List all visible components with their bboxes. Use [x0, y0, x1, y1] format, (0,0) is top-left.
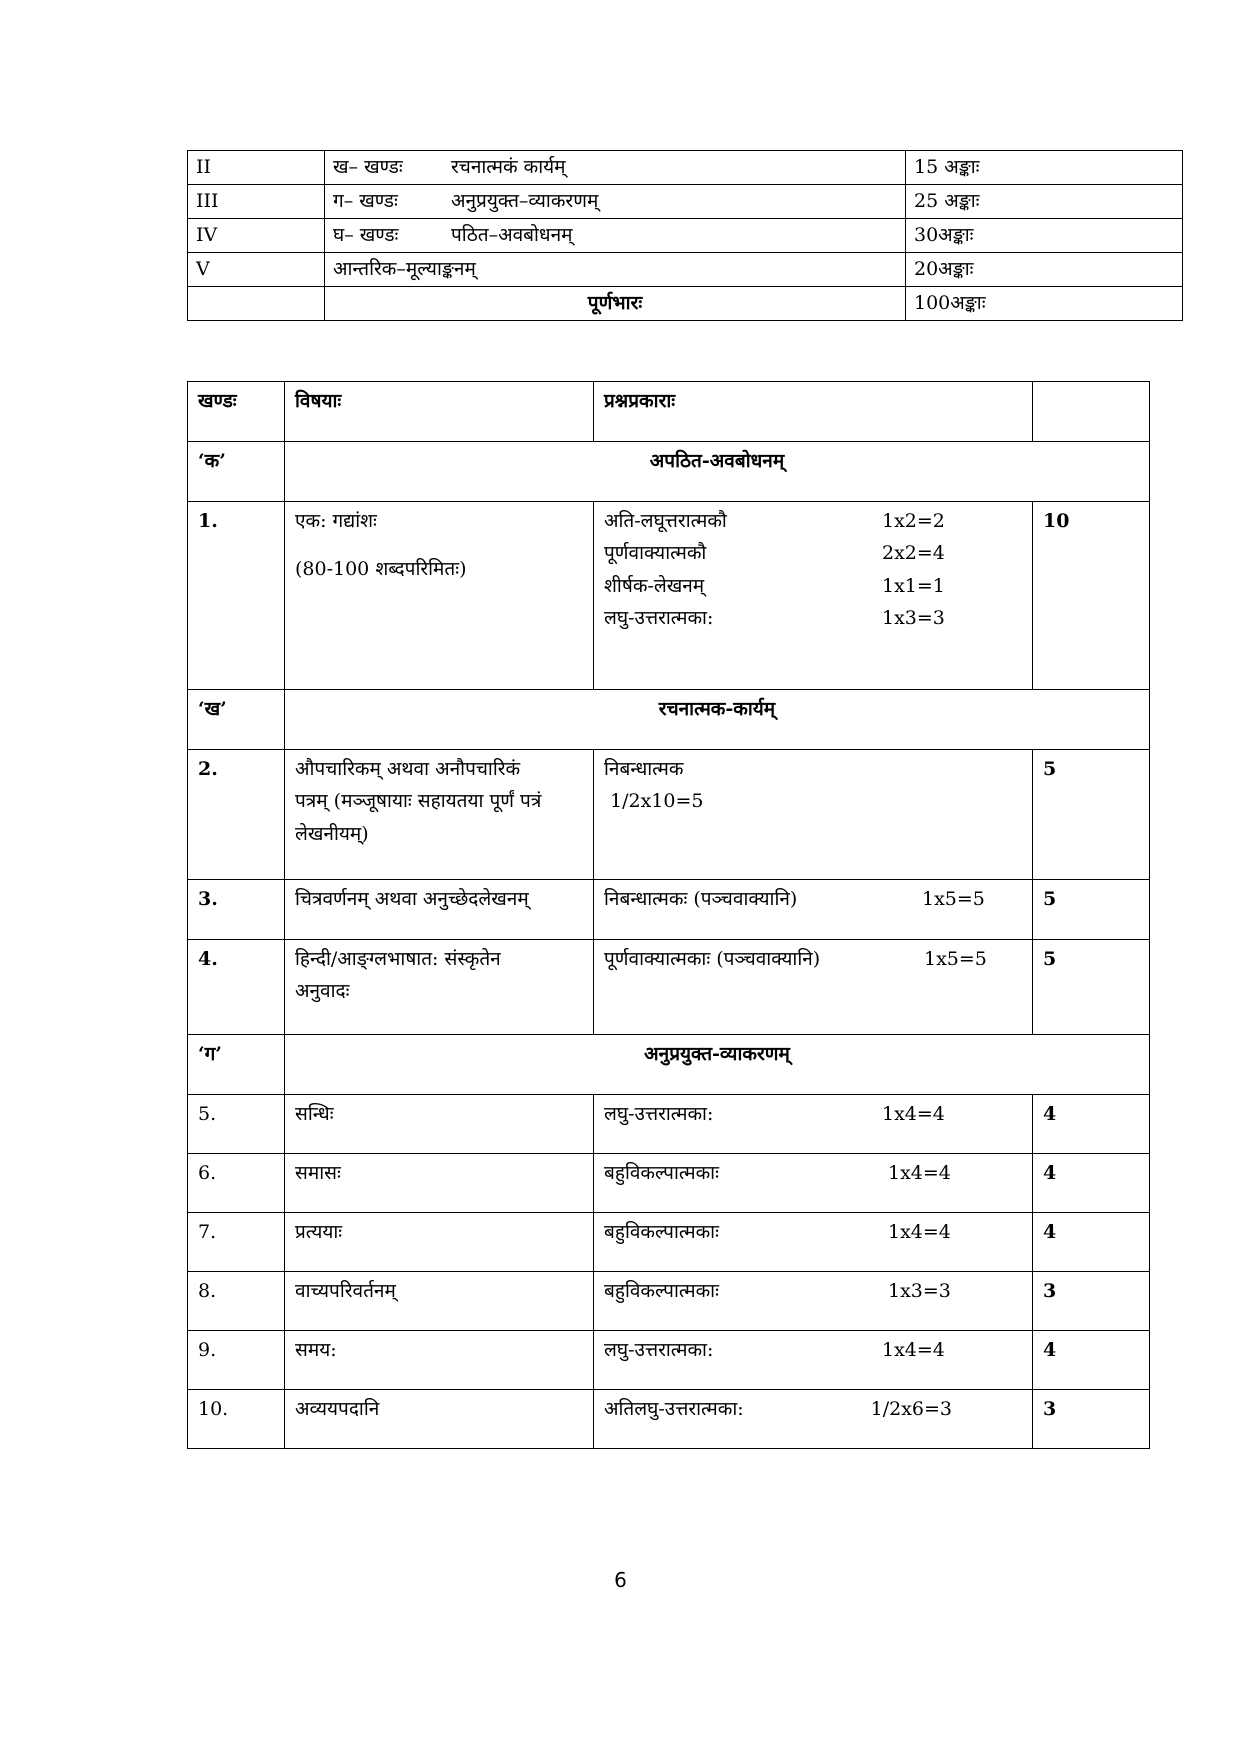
type-marks: 1x4=4 — [888, 1221, 951, 1243]
question-total: 5 — [1033, 940, 1150, 1035]
total-label: पूर्णभारः — [325, 287, 906, 321]
question-total: 4 — [1033, 1154, 1150, 1213]
question-topic: अव्ययपदानि — [285, 1390, 594, 1449]
question-type-line — [604, 1275, 1022, 1307]
section-label: ख– खण्डः — [333, 155, 403, 178]
type-marks: 1x4=4 — [882, 1339, 945, 1361]
section-label: ‘क’ — [188, 442, 285, 502]
section-label: ग– खण्डः — [333, 189, 398, 212]
topic-line: औपचारिकम् अथवा अनौपचारिकं — [295, 758, 521, 780]
type-label: बहुविकल्पात्मकाः — [604, 1221, 719, 1243]
type-marks: 1x5=5 — [924, 948, 987, 970]
section-row-kha — [188, 690, 1150, 750]
question-row-10 — [188, 1390, 1150, 1449]
question-type-line — [604, 1098, 1022, 1130]
question-total: 10 — [1033, 502, 1150, 690]
question-topic: समय: — [285, 1331, 594, 1390]
question-type-line — [604, 505, 1022, 537]
question-row-4 — [188, 940, 1150, 1035]
summary-row-num: IV — [188, 219, 325, 253]
section-title: रचनात्मक-कार्यम् — [285, 690, 1150, 750]
page-number: 6 — [614, 1568, 627, 1592]
question-topic — [285, 940, 594, 1035]
type-label: पूर्णवाक्यात्मकाः (पञ्चवाक्यानि) — [604, 948, 821, 970]
question-types — [594, 1390, 1033, 1449]
question-num: 6. — [188, 1154, 285, 1213]
question-types — [594, 1095, 1033, 1154]
question-num: 5. — [188, 1095, 285, 1154]
question-total: 5 — [1033, 880, 1150, 940]
question-types — [594, 502, 1033, 690]
summary-row-marks: 15 अङ्काः — [906, 151, 1183, 185]
topic-line: पत्रम् (मञ्जूषायाः सहायतया पूर्णं पत्रं — [295, 790, 542, 813]
question-type-line — [604, 570, 1022, 602]
header-khand: खण्डः — [188, 382, 285, 442]
header-marks — [1033, 382, 1150, 442]
type-marks: 1/2x10=5 — [610, 790, 704, 813]
type-label: शीर्षक-लेखनम् — [604, 574, 705, 597]
question-type-line — [604, 537, 1022, 569]
section-title: अनुप्रयुक्त-व्याकरणम् — [285, 1035, 1150, 1095]
section-label: घ– खण्डः — [333, 223, 399, 246]
question-type-line — [604, 943, 1022, 975]
summary-row-section: आन्तरिक–मूल्याङ्कनम् — [325, 253, 906, 287]
summary-row — [188, 151, 1183, 185]
header-prashna: प्रश्नप्रकाराः — [594, 382, 1033, 442]
question-topic: प्रत्ययाः — [285, 1213, 594, 1272]
type-label: अतिलघु-उत्तरात्मका: — [604, 1398, 744, 1420]
type-marks: 1/2x6=3 — [870, 1398, 952, 1420]
question-type-line — [604, 602, 1022, 634]
question-blueprint-table — [187, 381, 1150, 1449]
section-label: ‘ग’ — [188, 1035, 285, 1095]
question-types — [594, 1213, 1033, 1272]
summary-row-section — [325, 185, 906, 219]
section-row-ka — [188, 442, 1150, 502]
total-marks: 100अङ्काः — [906, 287, 1183, 321]
summary-total-empty — [188, 287, 325, 321]
question-total: 4 — [1033, 1213, 1150, 1272]
section-title: अपठित-अवबोधनम् — [285, 442, 1150, 502]
question-types — [594, 940, 1033, 1035]
topic-subline: (80-100 शब्दपरिमितः) — [295, 558, 467, 581]
marks-summary-table — [187, 150, 1183, 321]
type-label: लघु-उत्तरात्मका: — [604, 1339, 714, 1361]
question-total: 4 — [1033, 1331, 1150, 1390]
question-total: 4 — [1033, 1095, 1150, 1154]
topic-line: अनुवादः — [295, 980, 350, 1003]
header-row — [188, 382, 1150, 442]
question-num: 7. — [188, 1213, 285, 1272]
question-row-3 — [188, 880, 1150, 940]
summary-row-marks: 20अङ्काः — [906, 253, 1183, 287]
summary-row-num: III — [188, 185, 325, 219]
type-label: बहुविकल्पात्मकाः — [604, 1162, 719, 1184]
question-total: 3 — [1033, 1390, 1150, 1449]
question-types — [594, 1154, 1033, 1213]
question-num: 10. — [188, 1390, 285, 1449]
question-row-6 — [188, 1154, 1150, 1213]
summary-row-num: II — [188, 151, 325, 185]
question-types — [594, 1331, 1033, 1390]
question-num: 8. — [188, 1272, 285, 1331]
question-row-2 — [188, 750, 1150, 880]
summary-row-num: V — [188, 253, 325, 287]
summary-row-marks: 25 अङ्काः — [906, 185, 1183, 219]
question-type-line — [604, 1334, 1022, 1366]
question-topic — [285, 502, 594, 690]
type-marks: 1x2=2 — [882, 510, 945, 532]
question-types — [594, 1272, 1033, 1331]
question-type-line — [604, 883, 1022, 915]
type-marks: 1x5=5 — [922, 888, 985, 910]
question-topic: समासः — [285, 1154, 594, 1213]
question-num: 3. — [188, 880, 285, 940]
question-topic: सन्धिः — [285, 1095, 594, 1154]
type-label: पूर्णवाक्यात्मकौ — [604, 542, 707, 565]
type-marks: 1x4=4 — [888, 1162, 951, 1184]
section-name: अनुप्रयुक्त–व्याकरणम् — [451, 189, 599, 212]
question-types — [594, 880, 1033, 940]
question-row-1 — [188, 502, 1150, 690]
topic-line: हिन्दी/आङ्ग्लभाषात: संस्कृतेन — [295, 948, 501, 970]
question-topic: वाच्यपरिवर्तनम् — [285, 1272, 594, 1331]
question-topic: चित्रवर्णनम् अथवा अनुच्छेदलेखनम् — [285, 880, 594, 940]
type-label: निबन्धात्मक — [604, 758, 684, 780]
type-label: बहुविकल्पात्मकाः — [604, 1280, 719, 1302]
type-marks: 1x3=3 — [888, 1280, 951, 1302]
type-label: निबन्धात्मकः (पञ्चवाक्यानि) — [604, 888, 798, 910]
summary-row-section — [325, 151, 906, 185]
type-marks: 1x3=3 — [882, 606, 945, 629]
type-marks: 1x1=1 — [882, 574, 945, 597]
question-num: 2. — [188, 750, 285, 880]
question-total: 5 — [1033, 750, 1150, 880]
summary-row-marks: 30अङ्काः — [906, 219, 1183, 253]
section-name: रचनात्मकं कार्यम् — [451, 155, 566, 178]
question-row-8 — [188, 1272, 1150, 1331]
type-label: अति-लघूत्तरात्मकौ — [604, 510, 727, 532]
header-vishaya: विषयाः — [285, 382, 594, 442]
question-type-line — [604, 1157, 1022, 1189]
question-topic — [285, 750, 594, 880]
type-marks: 2x2=4 — [882, 542, 945, 565]
type-marks: 1x4=4 — [882, 1103, 945, 1125]
summary-row — [188, 219, 1183, 253]
topic-line: एक: गद्यांशः — [295, 510, 377, 532]
topic-line: लेखनीयम्) — [295, 822, 369, 845]
question-num: 9. — [188, 1331, 285, 1390]
type-label: लघु-उत्तरात्मका: — [604, 606, 714, 629]
summary-row-section — [325, 219, 906, 253]
section-label: ‘ख’ — [188, 690, 285, 750]
question-row-5 — [188, 1095, 1150, 1154]
question-row-7 — [188, 1213, 1150, 1272]
question-num: 1. — [188, 502, 285, 690]
question-type-line — [604, 1393, 1022, 1425]
summary-row — [188, 185, 1183, 219]
question-types — [594, 750, 1033, 880]
question-num: 4. — [188, 940, 285, 1035]
summary-total-row — [188, 287, 1183, 321]
type-label: लघु-उत्तरात्मका: — [604, 1103, 714, 1125]
question-type-line — [604, 1216, 1022, 1248]
section-name: पठित–अवबोधनम् — [451, 223, 573, 246]
summary-row — [188, 253, 1183, 287]
section-row-ga — [188, 1035, 1150, 1095]
question-row-9 — [188, 1331, 1150, 1390]
question-total: 3 — [1033, 1272, 1150, 1331]
